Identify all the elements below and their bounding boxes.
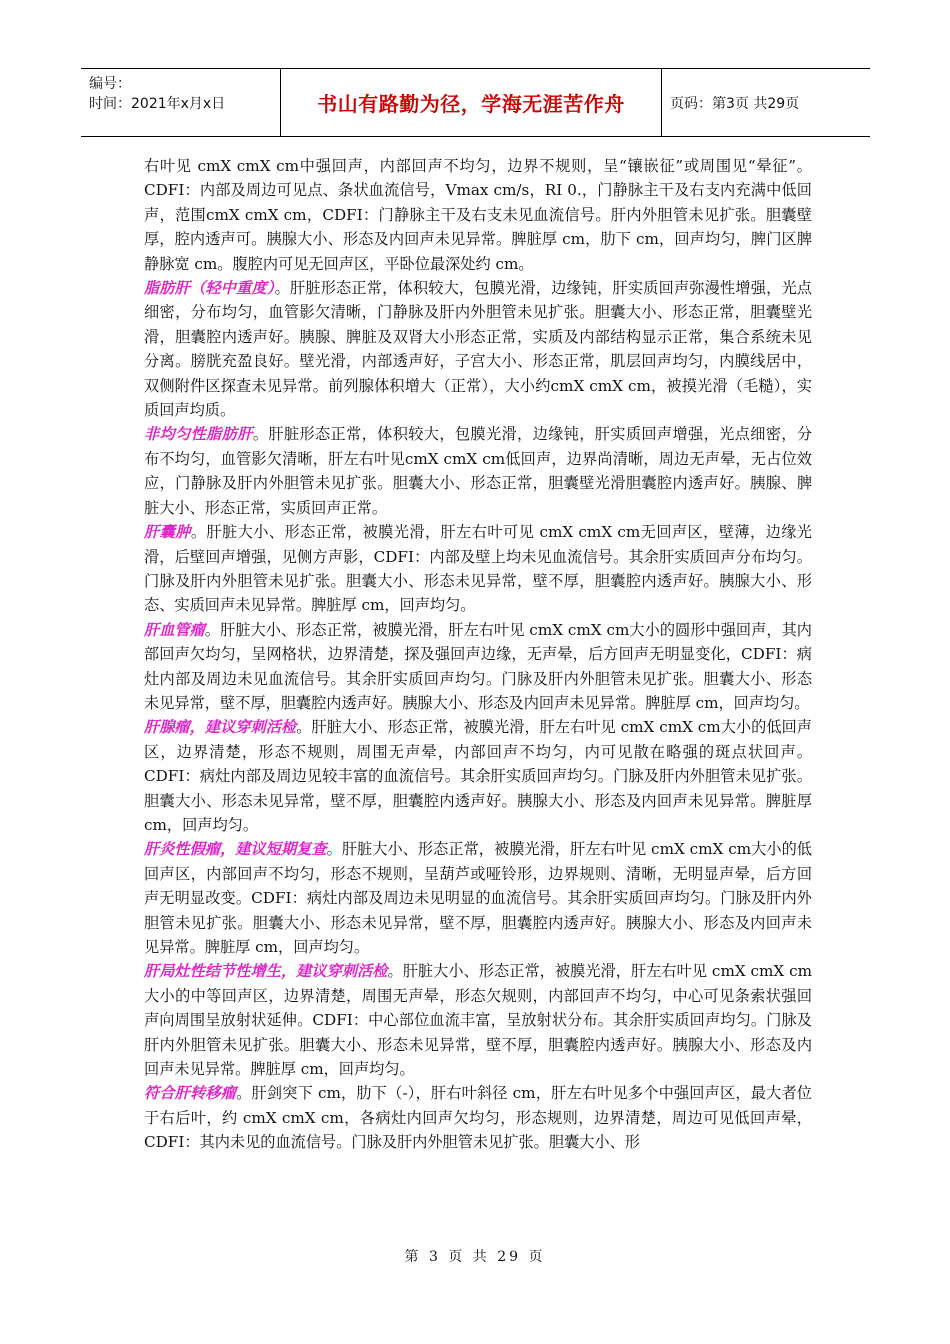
paragraph-text: 。肝脏形态正常，体积较大，包膜光滑，边缘钝，肝实质回声增强，光点细密，分布不均匀，血管影欠清晰，肝左右叶见cmX cmX cm低回声，边界尚清晰，周边无声晕，无占位效应，门静脉及肝内外胆管未见扩张。胆囊大小、形态正常，胆囊壁光滑胆囊腔内透声好。胰腺、脾脏大小、形态正常，实质回声正常。	[144, 425, 813, 517]
paragraph-fatty-liver	[144, 276, 812, 422]
paragraph-hemangioma	[144, 618, 812, 716]
paragraph-text: 右叶见 cmX cmX cm中强回声，内部回声不均匀，边界不规则，呈“镶嵌征”或周围见“晕征”。CDFI：内部及周边可见点、条状血流信号，Vmax cm/s，RI 0.，门静脉主干及右支内充满中低回声，范围cmX cmX cm，CDFI：门静脉主干及右支未见血流信号。肝内外胆管未见扩张。胆囊壁厚，腔内透声可。胰腺大小、形态及内回声未见异常。脾脏厚 cm，肋下 cm，回声均匀，脾门区脾静脉宽 cm。腹腔内可见无回声区，平卧位最深处约 cm。	[144, 157, 812, 273]
paragraph-0	[144, 154, 812, 276]
paragraph-text: 。肝脏大小、形态正常，被膜光滑，肝左右叶见 cmX cmX cm大小的低回声区，边界清楚，形态不规则，周围无声晕，内部回声不均匀，内可见散在略强的斑点状回声。CDFI：病灶内部及周边见较丰富的血流信号。其余肝实质回声均匀。门脉及肝内外胆管未见扩张。胆囊大小、形态未见异常，壁不厚，胆囊腔内透声好。胰腺大小、形态及内回声未见异常。脾脏厚 cm，回声均匀。	[144, 718, 812, 834]
paragraph-title: 肝腺瘤，建议穿刺活检	[144, 718, 297, 737]
paragraph-text: 。肝脏大小、形态正常，被膜光滑，肝左右叶见 cmX cmX cm大小的圆形中强回声，其内部回声欠均匀，呈网格状，边界清楚，探及强回声边缘，无声晕，后方回声无明显变化，CDFI：病灶内部及周边未见血流信号。其余肝实质回声均匀。门脉及肝内外胆管未见扩张。胆囊大小、形态未见异常，壁不厚，胆囊腔内透声好。胰腺大小、形态及内回声未见异常。脾脏厚 cm，回声均匀。	[144, 620, 812, 712]
page-footer: 第 3 页 共 29 页	[404, 1249, 546, 1265]
paragraph-text: 。肝脏大小、形态正常，被膜光滑，肝左右叶见 cmX cmX cm大小的中等回声区，边界清楚，周围无声晕，形态欠规则，内部回声不均匀，中心可见条索状强回声向周围呈放射状延伸。CDFI：中心部位血流丰富，呈放射状分布。其余肝实质回声均匀。门脉及肝内外胆管未见扩张。胆囊大小、形态未见异常，壁不厚，胆囊腔内透声好。胰腺大小、形态及内回声未见异常。脾脏厚 cm，回声均匀。	[144, 962, 812, 1079]
paragraph-title: 非均匀性脂肪肝	[144, 425, 253, 444]
paragraph-text: 。肝脏大小、形态正常，被膜光滑，肝左右叶可见 cmX cmX cm无回声区，壁薄，边缘光滑，后壁回声增强，见侧方声影，CDFI：内部及壁上均未见血流信号。其余肝实质回声分布均匀。门脉及肝内外胆管未见扩张。胆囊大小、形态未见异常，壁不厚，胆囊腔内透声好。胰腺大小、形态、实质回声未见异常。脾脏厚 cm，回声均匀。	[144, 523, 812, 615]
paragraph-title: 肝炎性假瘤，建议短期复查	[144, 840, 327, 859]
page-header	[81, 68, 870, 137]
paragraph-text: 。肝脏形态正常，体积较大，包膜光滑，边缘钝，肝实质回声弥漫性增强，光点细密，分布均匀，血管影欠清晰，门静脉及肝内外胆管未见扩张。胆囊大小、形态正常，胆囊壁光滑，胆囊腔内透声好。胰腺、脾脏及双肾大小形态正常，实质及内部结构显示正常，集合系统未见分离。膀胱充盈良好。壁光滑，内部透声好，子宫大小、形态正常，肌层回声均匀，内膜线居中，双侧附件区探查未见异常。前列腺体积增大（正常），大小约cmX cmX cm，被摸光滑（毛糙），实质回声均质。	[144, 279, 812, 420]
paragraph-text: 。肝剑突下 cm，肋下（-），肝右叶斜径 cm，肝左右叶见多个中强回声区，最大者位于右后叶，约 cmX cmX cm，各病灶内回声欠均匀，形态规则，边界清楚，周边可见低回声晕，CDFI：其内未见的血流信号。门脉及肝内外胆管未见扩张。胆囊大小、形	[144, 1084, 812, 1152]
paragraph-liver-cyst	[144, 520, 812, 618]
paragraph-title: 肝囊肿	[144, 523, 191, 542]
paragraph-adenoma	[144, 715, 812, 837]
paragraph-title: 脂肪肝（轻中重度）	[144, 279, 275, 298]
document-body	[144, 154, 812, 1155]
paragraph-metastasis	[144, 1081, 812, 1154]
paragraph-nonuniform-fatty-liver	[144, 422, 812, 520]
paragraph-text: 。肝脏大小、形态正常，被膜光滑，肝左右叶见 cmX cmX cm大小的低回声区，内部回声不均匀，形态不规则，呈葫芦或哑铃形，边界规则、清晰，无明显声晕，后方回声无明显改变。CDFI：病灶内部及周边未见明显的血流信号。其余肝实质回声均匀。门脉及肝内外胆管未见扩张。胆囊大小、形态未见异常，壁不厚，胆囊腔内透声好。胰腺大小、形态及内回声未见异常。脾脏厚 cm，回声均匀。	[144, 840, 812, 956]
paragraph-title: 肝血管瘤	[144, 620, 205, 639]
header-page-label: 页码：第3页 共29页	[670, 95, 800, 112]
paragraph-fnh	[144, 959, 812, 1081]
header-motto: 书山有路勤为径，学海无涯苦作舟	[281, 69, 662, 136]
paragraph-title: 肝局灶性结节性增生，建议穿刺活检	[144, 962, 388, 981]
doc-date-label: 时间：2021年x月x日	[89, 96, 226, 112]
paragraph-pseudotumor	[144, 837, 812, 959]
header-left-cell	[81, 69, 281, 136]
doc-number-label: 编号：	[89, 76, 131, 92]
paragraph-title: 符合肝转移瘤	[144, 1084, 237, 1103]
